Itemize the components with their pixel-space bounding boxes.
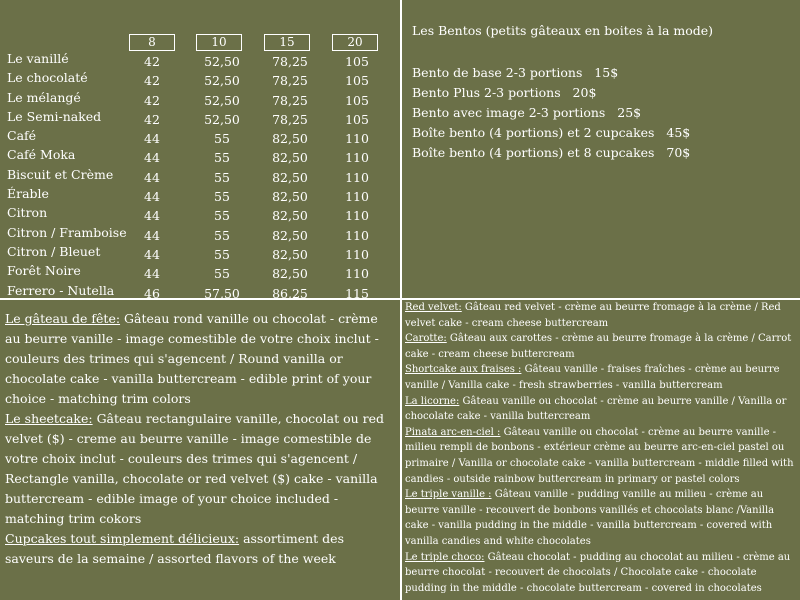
price-15: 78,25 — [272, 54, 308, 69]
price-8: 42 — [144, 111, 160, 127]
flavor-name: Café — [7, 128, 37, 144]
cake-name: La licorne: — [405, 395, 460, 407]
price-8: 44 — [144, 189, 160, 205]
special-item — [5, 529, 395, 569]
price-row-cafe — [7, 126, 397, 145]
cake-item — [405, 425, 797, 487]
price-15: 78,25 — [272, 73, 308, 89]
price-15: 82,50 — [272, 266, 308, 282]
bento-item: Boîte bento (4 portions) et 8 cupcakes 70$ — [412, 145, 691, 160]
price-10: 55 — [214, 208, 230, 224]
price-20: 110 — [345, 189, 369, 205]
cake-name: Shortcake aux fraises : — [405, 364, 522, 376]
price-row-citron-framboise — [7, 223, 397, 242]
price-row-foret-noire — [7, 261, 397, 280]
bentos-section — [412, 21, 792, 163]
price-8: 44 — [144, 266, 160, 282]
price-row-cafe-moka — [7, 145, 397, 164]
price-8: 42 — [144, 54, 160, 69]
flavor-name: Citron / Framboise — [7, 224, 127, 240]
flavor-name: Le chocolaté — [7, 70, 88, 86]
size-header-20: 20 — [332, 34, 378, 51]
cake-name: Carotte: — [405, 333, 447, 345]
price-10: 55 — [214, 189, 230, 205]
price-10: 55 — [214, 266, 230, 282]
price-row-chocolate — [7, 68, 397, 87]
cake-description: Gâteau vanille - fraises fraîches - crème au beurre vanille / Vanilla cake - fresh strawberries - vanilla buttercream — [405, 364, 780, 391]
price-20: 110 — [345, 246, 369, 262]
special-item — [5, 409, 395, 529]
price-15: 78,25 — [272, 111, 308, 127]
flavor-name: Le vanillé — [7, 51, 69, 66]
size-header-8: 8 — [129, 34, 175, 51]
cake-item — [405, 394, 797, 425]
price-15: 82,50 — [272, 189, 308, 205]
price-10: 57,50 — [204, 285, 240, 301]
price-8: 42 — [144, 92, 160, 108]
flavor-name: Le Semi-naked — [7, 108, 102, 124]
cake-item — [405, 300, 797, 331]
cake-description: Gâteau red velvet - crème au beurre fromage à la crème / Red velvet cake - cream cheese buttercream — [405, 302, 781, 329]
bento-item: Boîte bento (4 portions) et 2 cupcakes 45$ — [412, 125, 691, 140]
special-description: Gâteau rond vanille ou chocolat - crème au beurre vanille - image comestible de votre choix inclut - couleurs des trimes qui s'agencent / Round vanilla or chocolate cake - vanilla buttercream - edible print of your choice - matching trim colors — [5, 311, 379, 406]
cake-name: Pinata arc-en-ciel : — [405, 426, 501, 438]
price-8: 44 — [144, 169, 160, 185]
price-15: 82,50 — [272, 150, 308, 166]
flavor-name: Café Moka — [7, 147, 76, 163]
price-row-biscuit-creme — [7, 165, 397, 184]
price-8: 46 — [144, 285, 160, 301]
bento-item: Bento de base 2-3 portions 15$ — [412, 65, 619, 80]
price-20: 110 — [345, 169, 369, 185]
cake-name: Le triple choco: — [405, 551, 485, 563]
vertical-divider — [400, 0, 402, 600]
price-10: 52,50 — [204, 92, 240, 108]
price-15: 82,50 — [272, 227, 308, 243]
price-row-erable — [7, 184, 397, 203]
cake-item — [405, 550, 797, 597]
price-10: 55 — [214, 169, 230, 185]
cake-item — [405, 362, 797, 393]
price-10: 55 — [214, 131, 230, 147]
size-header-15: 15 — [264, 34, 310, 51]
price-row-semi-naked — [7, 107, 397, 126]
price-15: 78,25 — [272, 92, 308, 108]
price-20: 110 — [345, 208, 369, 224]
price-8: 42 — [144, 73, 160, 89]
price-8: 44 — [144, 131, 160, 147]
price-15: 82,50 — [272, 169, 308, 185]
cake-description: Gâteau vanille ou chocolat - crème au beurre vanille - milieu rempli de bonbons - extérieur crème au beurre arc-en-ciel pastel ou primaire / Vanilla or chocolate cake - vanilla buttercream - middle filled with candies - outside rainbow buttercream in primary or pastel colors — [405, 426, 794, 485]
flavor-name: Biscuit et Crème — [7, 166, 114, 182]
special-description: Gâteau rectangulaire vanille, chocolat ou red velvet ($) - creme au beurre vanille - image comestible de votre choix inclut - couleurs des trimes qui s'agencent / Rectangle vanilla, chocolate or red velvet ($) cake - vanilla buttercream - edible image of your choice included - matching trim cokors — [5, 411, 385, 526]
price-15: 82,50 — [272, 208, 308, 224]
bento-item: Bento Plus 2-3 portions 20$ — [412, 85, 597, 100]
price-10: 52,50 — [204, 73, 240, 89]
cake-description: Gâteau aux carottes - crème au beurre fromage à la crème / Carrot cake - cream cheese buttercream — [405, 333, 792, 360]
specials-section — [5, 309, 395, 569]
cake-item — [405, 331, 797, 362]
price-10: 55 — [214, 246, 230, 262]
price-8: 44 — [144, 150, 160, 166]
flavor-name: Citron / Bleuet — [7, 243, 101, 259]
price-10: 52,50 — [204, 54, 240, 69]
cake-description: Gâteau vanille - pudding vanille au milieu - crème au beurre vanille - recouvert de bonbons vanillés et chocolats blanc /Vanilla cake - vanilla pudding in the middle - vanilla buttercream - covered with vanilla candies and white chocolates — [405, 489, 775, 547]
price-row-melange — [7, 88, 397, 107]
cake-description: Gâteau chocolat - pudding au chocolat au milieu - crème au beurre chocolat - recouvert de chocolats / Chocolate cake - chocolate pudding in the middle - chocolate buttercream - covered in chocolates — [405, 551, 791, 594]
price-10: 55 — [214, 227, 230, 243]
flavor-name: Le mélangé — [7, 89, 81, 105]
price-20: 110 — [345, 150, 369, 166]
special-name: Cupcakes tout simplement délicieux: — [5, 531, 240, 546]
price-20: 105 — [345, 92, 369, 108]
flavor-name: Ferrero - Nutella — [7, 282, 115, 298]
price-10: 55 — [214, 150, 230, 166]
price-20: 115 — [345, 285, 369, 301]
bentos-title: Les Bentos (petits gâteaux en boites à la mode) — [412, 23, 714, 38]
price-8: 44 — [144, 208, 160, 224]
cake-name: Le triple vanille : — [405, 489, 492, 501]
price-row-vanille — [7, 49, 397, 68]
cake-item — [405, 487, 797, 549]
price-row-citron-bleuet — [7, 242, 397, 261]
price-20: 110 — [345, 227, 369, 243]
special-item — [5, 309, 395, 409]
price-8: 44 — [144, 246, 160, 262]
price-20: 105 — [345, 73, 369, 89]
price-20: 110 — [345, 131, 369, 147]
price-15: 82,50 — [272, 246, 308, 262]
price-20: 110 — [345, 266, 369, 282]
size-header-10: 10 — [196, 34, 242, 51]
flavor-name: Forêt Noire — [7, 263, 81, 279]
price-15: 82,50 — [272, 131, 308, 147]
signature-cakes-section — [405, 300, 797, 596]
price-row-citron — [7, 203, 397, 222]
price-table — [7, 49, 397, 300]
special-name: Le sheetcake: — [5, 411, 93, 426]
price-10: 52,50 — [204, 111, 240, 127]
price-row-ferrero-nutella — [7, 281, 397, 300]
cake-name: Red velvet: — [405, 302, 462, 313]
price-20: 105 — [345, 111, 369, 127]
bento-item: Bento avec image 2-3 portions 25$ — [412, 105, 642, 120]
special-description: assortiment des saveurs de la semaine / assorted flavors of the week — [5, 531, 344, 566]
price-15: 86,25 — [272, 285, 308, 301]
special-name: Le gâteau de fête: — [5, 311, 121, 326]
flavor-name: Érable — [7, 186, 49, 202]
flavor-name: Citron — [7, 205, 48, 221]
price-8: 44 — [144, 227, 160, 243]
price-20: 105 — [345, 54, 369, 69]
cake-description: Gâteau vanille ou chocolat - crème au beurre vanille / Vanilla or chocolate cake - vanilla buttercream — [405, 395, 787, 423]
